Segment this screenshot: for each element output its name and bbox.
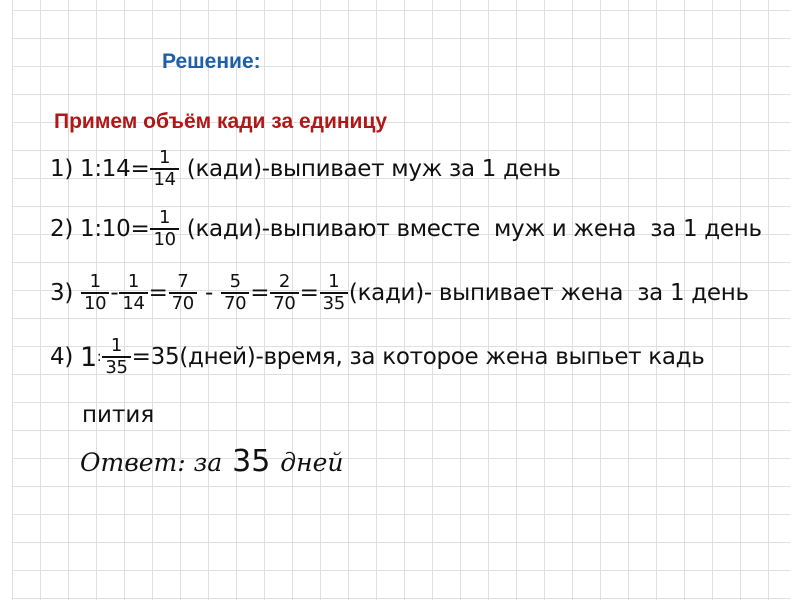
fraction-numerator: 1 [89, 271, 101, 292]
answer-number: 35 [232, 444, 271, 479]
fraction-1-35 [320, 272, 348, 314]
fraction-denominator: 14 [150, 168, 178, 190]
fraction-denominator: 14 [119, 292, 147, 314]
fraction-1-35 [102, 336, 130, 378]
solution-step-1 [50, 148, 561, 190]
fraction-numerator: 5 [229, 271, 241, 292]
minus-sign: - [197, 280, 220, 306]
step-4-prefix: 4) [50, 344, 81, 370]
fraction-denominator: 70 [221, 292, 249, 314]
answer-label: Ответ: [80, 448, 186, 477]
equals-sign: = [148, 280, 168, 306]
solution-step-2 [50, 208, 762, 250]
step-1-text: (кади)-выпивает муж за 1 день [179, 156, 561, 182]
equals-sign: = [250, 280, 270, 306]
fraction-denominator: 10 [81, 292, 109, 314]
minus-sign: - [110, 280, 119, 306]
fraction-numerator: 1 [159, 147, 171, 168]
fraction-1-10 [81, 272, 109, 314]
step-2-text: (кади)-выпивают вместе муж и жена за 1 день [179, 216, 762, 242]
step-3-prefix: 3) [50, 280, 81, 306]
step-4-continuation: пития [82, 402, 155, 428]
page-margin-left [0, 0, 12, 600]
fraction-numerator: 1 [110, 335, 123, 356]
fraction-numerator: 1 [127, 271, 140, 292]
fraction-numerator: 2 [278, 271, 291, 292]
fraction-denominator: 35 [102, 356, 130, 378]
step-3-text: (кади)- выпивает жена за 1 день [348, 280, 749, 306]
fraction-denominator: 10 [150, 228, 178, 250]
answer-unit: дней [272, 448, 344, 477]
solution-title: Решение: [162, 50, 261, 73]
step-2-prefix: 2) 1:10= [50, 216, 150, 242]
fraction-denominator: 70 [270, 292, 298, 314]
fraction-1-14 [150, 148, 178, 190]
fraction-1-14 [119, 272, 147, 314]
fraction-denominator: 35 [320, 292, 348, 314]
fraction-1-10 [150, 208, 178, 250]
fraction-numerator: 1 [159, 207, 171, 228]
solution-step-4 [50, 336, 705, 378]
answer-pre: за [185, 448, 231, 477]
step-1-prefix: 1) 1:14= [50, 156, 150, 182]
division-sign: : [96, 349, 102, 365]
dividend-one: 1 [80, 341, 97, 373]
answer-line [80, 444, 343, 479]
page-margin-right [790, 0, 800, 600]
fraction-denominator: 70 [169, 292, 197, 314]
step-4-text: =35(дней)-время, за которое жена выпьет кадь [131, 344, 705, 370]
fraction-numerator: 1 [328, 271, 340, 292]
assumption-text: Примем объём кади за единицу [54, 110, 388, 133]
equals-sign: = [299, 280, 319, 306]
fraction-2-70 [270, 272, 298, 314]
fraction-numerator: 7 [177, 271, 189, 292]
fraction-5-70 [221, 272, 249, 314]
solution-step-3 [50, 272, 749, 314]
fraction-7-70 [169, 272, 197, 314]
